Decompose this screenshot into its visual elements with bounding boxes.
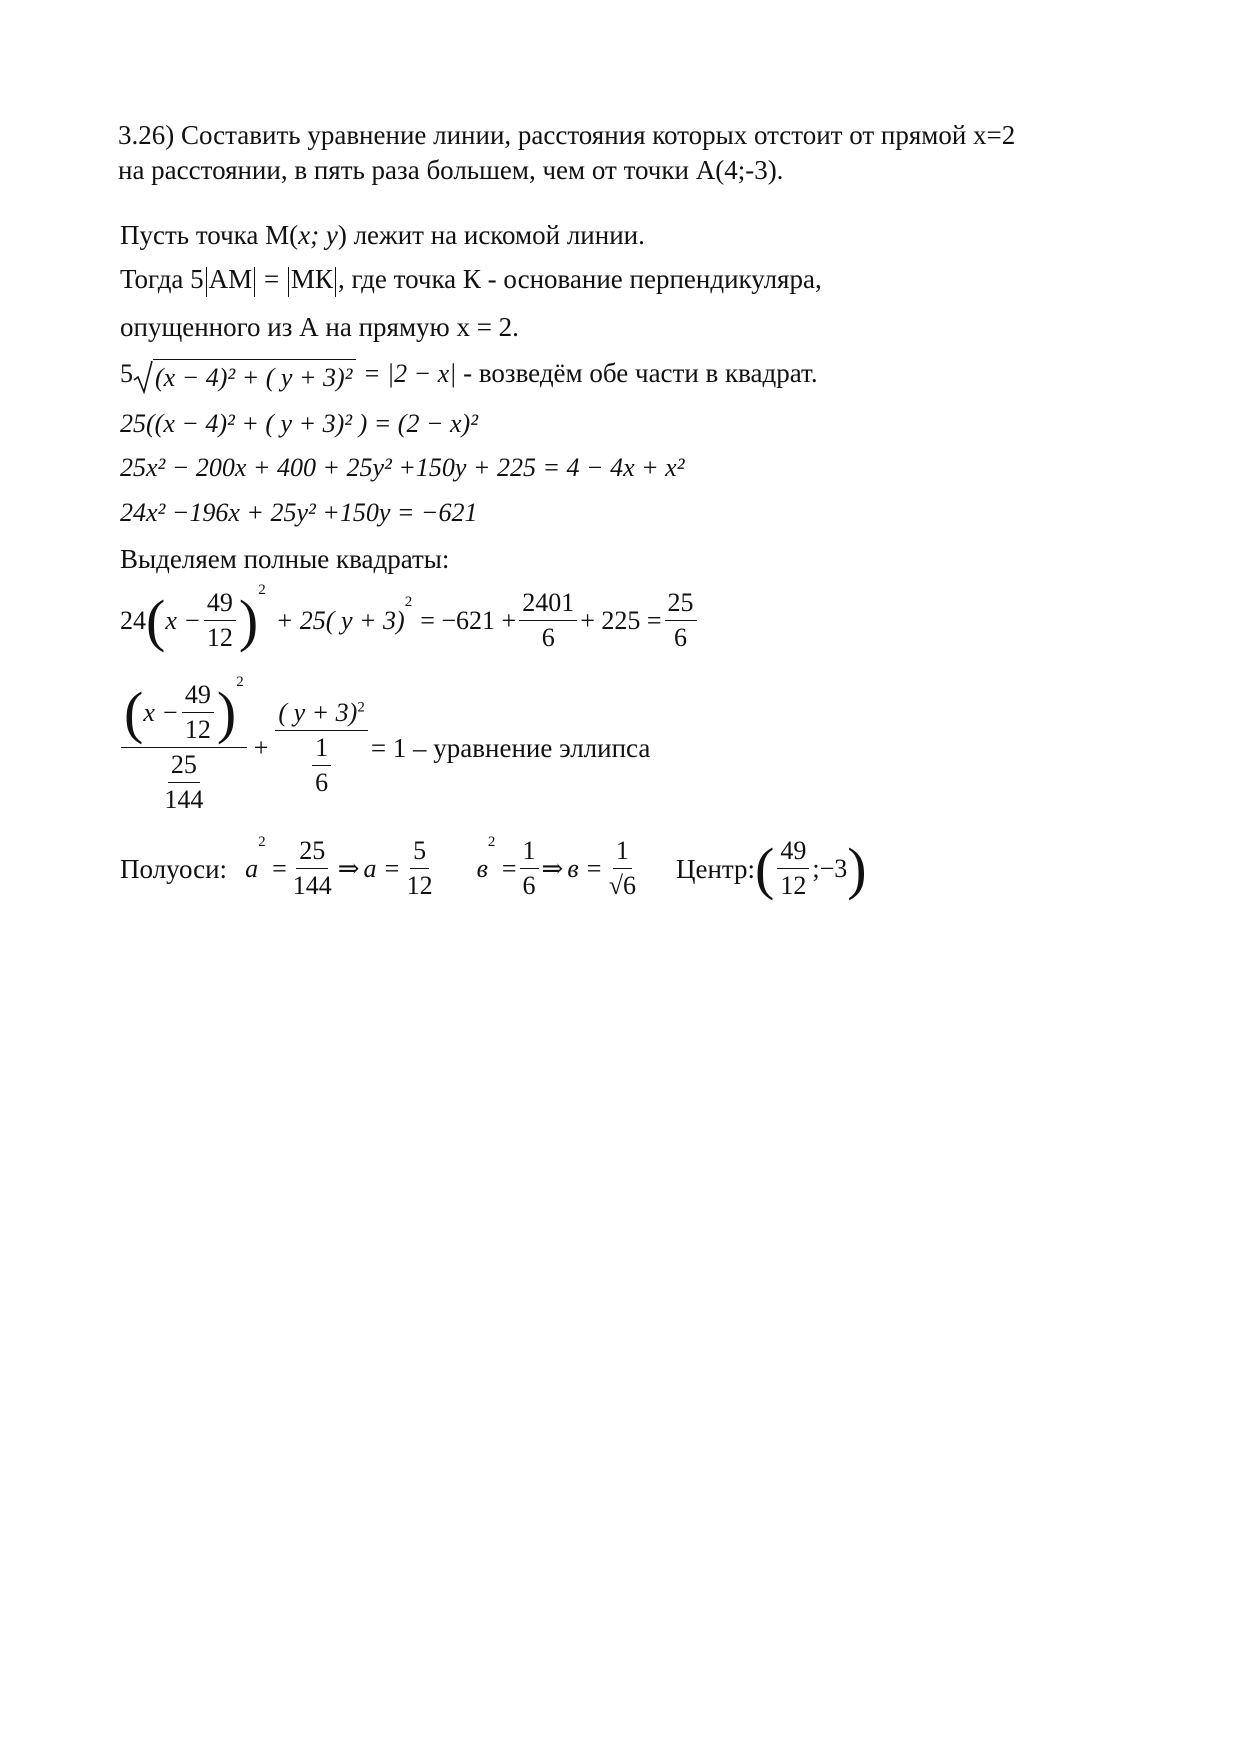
- frac-num: 2401: [519, 588, 577, 621]
- fraction: [665, 588, 697, 653]
- abs-bar: [288, 267, 289, 297]
- then-line: [120, 262, 822, 297]
- fraction: [777, 836, 809, 901]
- fraction: [275, 698, 367, 798]
- problem-line-2: на расстоянии, в пять раза большем, чем от точки А(4;-3).: [118, 155, 784, 185]
- canon-result: = 1 – уравнение эллипса: [370, 732, 651, 763]
- frac-den: 12: [780, 871, 807, 900]
- eq5-mid: + 25( y + 3): [275, 605, 405, 635]
- canonical-equation: [118, 674, 651, 815]
- equation-4: 24x² −196x + 25y² +150y = −621: [120, 498, 478, 527]
- frac-den: 6: [541, 623, 555, 652]
- frac-den: 6: [674, 623, 688, 652]
- frac-den: √6: [608, 871, 636, 900]
- paren-close: ): [238, 587, 259, 653]
- semiaxes-label: Полуоси:: [120, 853, 228, 884]
- sqrt-sign: [133, 359, 356, 394]
- frac-den: [155, 748, 212, 815]
- fraction: [161, 750, 206, 815]
- frac-den: 144: [164, 785, 204, 814]
- paren-open: (: [755, 835, 775, 901]
- frac-num: 25: [168, 750, 200, 783]
- frac-num: 1: [312, 733, 331, 766]
- fraction: [290, 836, 335, 901]
- eq5-inner-x: x −: [165, 605, 201, 635]
- fraction: [404, 836, 436, 901]
- equation-1: [120, 356, 818, 394]
- let-text-b: ) лежит на искомой линии.: [337, 220, 645, 250]
- then-mk: МК: [290, 264, 333, 294]
- then-am: АМ: [208, 264, 253, 294]
- frac-den: 12: [406, 871, 433, 900]
- canon-y-term: ( y + 3): [278, 697, 358, 727]
- abs-bar: [206, 267, 207, 297]
- b2-var: в: [476, 853, 488, 883]
- a2-var: a: [245, 853, 259, 883]
- fraction: [312, 733, 331, 798]
- frac-num: 5: [410, 836, 429, 869]
- frac-num: ( x − $\frac{49}{12}$ ) 2: [121, 680, 247, 748]
- equation-2: 25((x − 4)² + ( y + 3)² ) = (2 − x)²: [120, 409, 478, 438]
- equation-5: 24 ( x − $\frac{49}{12}$ ) 2 + 25( y + 3) 2 = −621 + $\frac{2401}{6}$ + 225 = $\frac{25}{6}$: [120, 588, 700, 653]
- center-y: ;−3: [812, 853, 848, 883]
- frac-num: 25: [296, 836, 328, 869]
- canon-plus: +: [253, 732, 269, 762]
- frac-den: [306, 731, 337, 798]
- fraction: [519, 588, 577, 653]
- eq1-comment: - возведём обе части в квадрат.: [456, 358, 818, 388]
- implies: ⇒: [541, 853, 564, 883]
- canon-x-term: x −: [143, 697, 179, 727]
- frac-den: 12: [184, 715, 211, 744]
- then-eq: =: [257, 264, 286, 294]
- frac-num: 49: [777, 836, 809, 869]
- equation-3: 25x² − 200x + 400 + 25y² +150y + 225 = 4 − 4x + x²: [120, 453, 685, 482]
- a-var: a =: [363, 853, 401, 883]
- frac-den: 6: [315, 767, 329, 797]
- frac-num: 49: [204, 588, 236, 621]
- dropped-line: опущенного из А на прямую х = 2.: [120, 312, 519, 342]
- frac-den: 12: [206, 623, 233, 652]
- fraction: [204, 588, 236, 653]
- paren-open: (: [146, 587, 166, 653]
- eq1-prefix: 5: [120, 359, 133, 388]
- problem-line-1: 3.26) Составить уравнение линии, расстояния которых отстоит от прямой х=2: [118, 120, 1016, 150]
- eq1-radicand: (x − 4)² + ( y + 3)²: [153, 359, 356, 394]
- fraction: [520, 836, 539, 901]
- b-var: в =: [567, 853, 603, 883]
- fraction: [121, 674, 247, 815]
- then-suffix: , где точка К - основание перпендикуляра,: [337, 264, 822, 294]
- let-point-line: [120, 218, 645, 252]
- then-prefix: Тогда 5: [120, 264, 204, 294]
- radical-icon: [133, 360, 153, 394]
- frac-num: 1: [613, 836, 632, 869]
- frac-num: [275, 698, 367, 731]
- center-label: Центр:: [675, 853, 756, 884]
- fraction: [606, 836, 639, 901]
- implies: ⇒: [337, 853, 360, 883]
- exponent: 2: [357, 698, 365, 715]
- eq5-lead: 24: [120, 605, 146, 635]
- let-text-a: Пусть точка М(: [120, 220, 299, 250]
- semiaxes-line: Полуоси: a 2 = $\frac{25}{144}$ ⇒ a = $\frac{5}{12}$ в 2 = $\frac{1}{6}$ ⇒ в = $\frac{1}{√6}$ Центр: ( $\frac{49}{12}$ ;−3 ): [120, 834, 867, 901]
- frac-num: 49: [182, 680, 214, 713]
- paren-close: ): [216, 679, 237, 745]
- abs-bar: [254, 267, 255, 297]
- frac-den: 6: [522, 871, 536, 900]
- fraction: [182, 680, 214, 745]
- eq5-eq-part: = −621 +: [420, 605, 517, 635]
- frac-num: 25: [665, 588, 697, 621]
- frac-den: 144: [292, 871, 332, 900]
- paren-close: ): [847, 835, 867, 901]
- let-vars: x; y: [298, 220, 338, 250]
- paren-open: (: [124, 679, 144, 745]
- eq5-plus225: + 225 =: [580, 605, 662, 635]
- abs-bar: [335, 267, 336, 297]
- complete-squares-label: Выделяем полные квадраты:: [120, 544, 450, 574]
- eq1-rhs: = |2 − x|: [362, 359, 457, 388]
- frac-num: 1: [520, 836, 539, 869]
